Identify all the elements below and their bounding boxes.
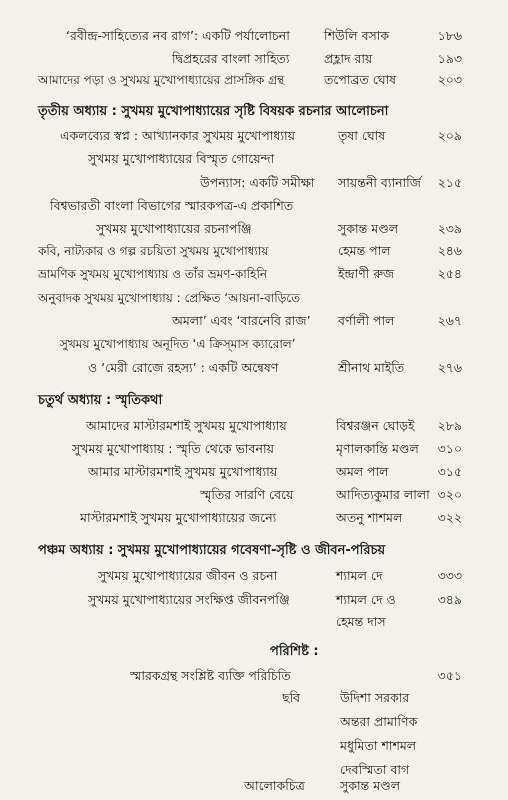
- toc-entry-author: অতনু শাশমল: [336, 510, 403, 525]
- chapter-heading: তৃতীয় অধ্যায় : সুখময় মুখোপাধ্যায়ের সৃষ্টি বিষয়ক রচনার আলোচনা: [38, 104, 389, 119]
- toc-entry-title: মাস্টারমশাই সুখময় মুখোপাধ্যায়ের জন্যে: [80, 510, 277, 525]
- photographer-name: উদিশা সরকার: [340, 690, 410, 705]
- photo-label: ছবি: [282, 690, 301, 705]
- toc-entry-author-line1: শ্যামল দে ও: [336, 592, 396, 607]
- toc-entry-author: অমল পাল: [336, 464, 389, 479]
- toc-entry-page: ৩৫১: [437, 668, 462, 683]
- toc-entry-title: ‘রবীন্দ্র-সাহিত্যের নব রাগ’: একটি পর্যালোচনা: [66, 28, 290, 43]
- toc-entry-title: সুখময় মুখোপাধ্যায়ের সংক্ষিপ্ত জীবনপঞ্জি: [88, 592, 290, 607]
- toc-entry-page: ১৮৬: [437, 28, 462, 43]
- toc-entry-title-line2: ও ‘মেরী রোজে রহস্য’ : একটি অন্বেষণ: [88, 360, 279, 375]
- appendix-heading: পরিশিষ্ট :: [270, 644, 319, 659]
- toc-entry-title-line1: বিশ্বভারতী বাংলা বিভাগের স্মারকপত্র-এ প্রকাশিত: [50, 198, 294, 213]
- toc-entry-author: সায়ন্তনী ব্যানার্জি: [338, 175, 421, 190]
- toc-entry-author: তপোব্রত ঘোষ: [324, 72, 397, 87]
- toc-entry-title: আমাদের পড়া ও সুখময় মুখোপাধ্যায়ের প্রাসঙ্গিক গ্রন্থ: [38, 73, 285, 87]
- toc-entry-title-line1: সুখময় মুখোপাধ্যায়ের বিস্মৃত গোয়েন্দা: [88, 151, 275, 166]
- toc-entry-page: ৩২২: [437, 510, 462, 525]
- toc-entry-page: ৩১৫: [437, 464, 462, 479]
- toc-entry-page: ২৩৯: [437, 221, 462, 236]
- toc-entry-page: ১৯৩: [437, 51, 462, 66]
- toc-entry-title: দ্বিপ্রহরের বাংলা সাহিত্য: [172, 51, 290, 66]
- toc-entry-author-line2: হেমন্ত দাস: [336, 614, 386, 629]
- toc-entry-page: ৩৪৯: [437, 592, 462, 607]
- toc-entry-title: সুখময় মুখোপাধ্যায় : স্মৃতি থেকে ভাবনায়: [72, 441, 274, 456]
- photographer-name: মধুমিতা শাশমল: [340, 738, 417, 753]
- toc-entry-title: কবি, নাট্যকার ও গল্প রচয়িতা সুখময় মুখোপাধ্যায়: [38, 244, 269, 258]
- toc-entry-author: শিউলি বসাক: [324, 28, 390, 43]
- toc-entry-title: আমাদের মাস্টারমশাই সুখময় মুখোপাধ্যায়: [86, 418, 287, 433]
- toc-entry-title-line1: সুখময় মুখোপাধ্যায় অনূদিত ‘এ ক্রিস্‌মাস ক্যারোল’: [60, 337, 296, 351]
- toc-entry-author: শ্যামল দে: [336, 568, 383, 583]
- toc-entry-title: ভ্রামণিক সুখময় মুখোপাধ্যায় ও তাঁর ভ্রমণ-কাহিনি: [38, 267, 268, 281]
- toc-entry-page: ৩২০: [437, 487, 462, 502]
- chapter-heading: চতুর্থ অধ্যায় : স্মৃতিকথা: [38, 393, 163, 408]
- photo-art-label: আলোকচিত্র: [244, 778, 305, 793]
- photographer-name: দেবস্মিতা বাগ: [340, 762, 410, 777]
- toc-entry-author: তৃষা ঘোষ: [338, 128, 386, 143]
- toc-entry-page: ৩৩৩: [437, 568, 462, 583]
- photographer-name: অন্তরা প্রামাণিক: [340, 714, 418, 729]
- toc-entry-title-line2: অমলা’ এবং ‘বারনেবি রাজ’: [172, 313, 311, 328]
- toc-entry-page: ২৫৪: [437, 266, 462, 281]
- toc-entry-page: ২১৫: [437, 175, 462, 190]
- toc-entry-page: ২৮৯: [437, 418, 462, 433]
- toc-entry-page: ২০৩: [437, 72, 462, 87]
- toc-entry-author: বর্ণালী পাল: [338, 313, 395, 328]
- toc-entry-author: হেমন্ত পাল: [338, 243, 391, 258]
- toc-entry-page: ২০৯: [437, 128, 462, 143]
- toc-entry-author: ইন্দ্রাণী রুজ: [338, 266, 395, 281]
- toc-entry-title: আমার মাস্টারমশাই সুখময় মুখোপাধ্যায়: [88, 464, 278, 479]
- toc-entry-title-line2: সুখময় মুখোপাধ্যায়ের রচনাপঞ্জি: [96, 221, 252, 236]
- toc-entry-title-line1: অনুবাদক সুখময় মুখোপাধ্যায় : প্রেক্ষিত ‘আয়না-বাড়িতে: [38, 291, 301, 305]
- toc-entry-title: একলব্যের স্বপ্ন : আখ্যানকার সুখময় মুখোপাধ্যায়: [60, 128, 296, 143]
- toc-entry-title-line2: উপন্যাস: একটি সমীক্ষা: [200, 175, 315, 190]
- chapter-heading: পঞ্চম অধ্যায় : সুখময় মুখোপাধ্যায়ের গবেষণা-সৃষ্টি ও জীবন-পরিচয়: [38, 543, 386, 558]
- toc-entry-page: ২৬৭: [437, 313, 462, 328]
- toc-entry-page: ৩১০: [437, 441, 462, 456]
- toc-entry-page: ২৪৬: [437, 243, 462, 258]
- toc-entry-author: মৃণালকান্তি মণ্ডল: [336, 441, 419, 456]
- toc-entry-author: আদিত্যকুমার লালা: [336, 487, 430, 502]
- toc-entry-title: সুখময় মুখোপাধ্যায়ের জীবন ও রচনা: [98, 568, 278, 583]
- toc-entry-title: স্মৃতির সারণি বেয়ে: [200, 487, 294, 502]
- toc-entry-author: প্রহ্লাদ রায়: [324, 51, 373, 66]
- toc-entry-page: ২৭৬: [437, 360, 462, 375]
- toc-entry-author: সুকান্ত মণ্ডল: [338, 221, 399, 236]
- toc-entry-author: বিশ্বরঞ্জন ঘোড়ই: [336, 418, 415, 433]
- toc-entry-author: শ্রীনাথ মাইতি: [338, 360, 405, 375]
- toc-entry-title: স্মারকগ্রন্থ সংশ্লিষ্ট ব্যক্তি পরিচিতি: [130, 668, 291, 683]
- photo-artist-name: সুকান্ত মণ্ডল: [340, 778, 401, 793]
